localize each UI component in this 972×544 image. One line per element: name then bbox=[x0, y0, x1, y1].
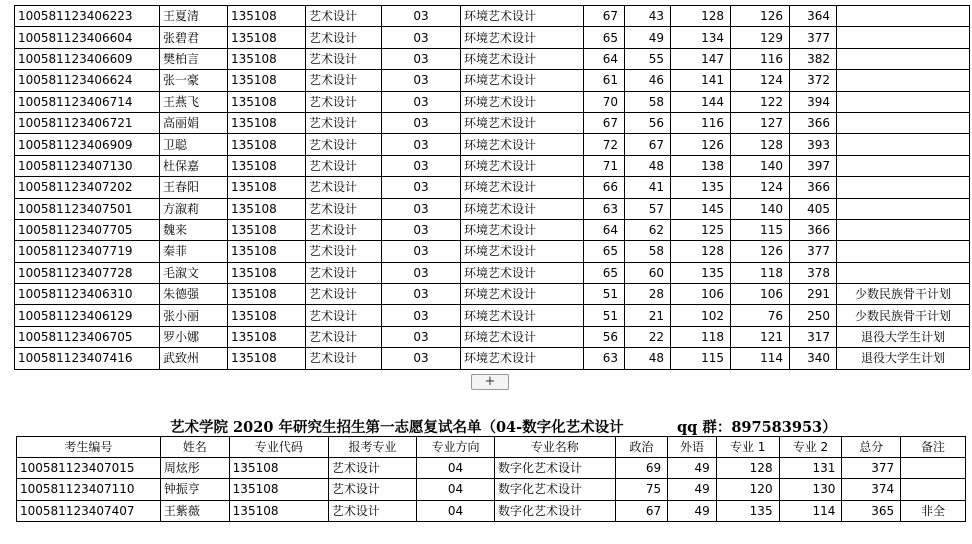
cell-major-name: 环境艺术设计 bbox=[461, 48, 584, 69]
cell-major1: 135 bbox=[671, 262, 731, 283]
cell-language: 41 bbox=[625, 177, 671, 198]
cell-politics: 64 bbox=[584, 219, 625, 240]
cell-major2: 124 bbox=[731, 70, 790, 91]
cell-note bbox=[837, 177, 970, 198]
cell-id: 100581123406721 bbox=[15, 112, 160, 133]
cell-major: 艺术设计 bbox=[306, 262, 382, 283]
cell-total: 394 bbox=[790, 91, 837, 112]
cell-note bbox=[837, 241, 970, 262]
cell-id: 100581123407719 bbox=[15, 241, 160, 262]
cell-major: 艺术设计 bbox=[328, 479, 416, 500]
cell-note: 少数民族骨干计划 bbox=[837, 305, 970, 326]
table-row bbox=[15, 134, 970, 155]
cell-name: 魏来 bbox=[160, 219, 228, 240]
cell-major-name: 环境艺术设计 bbox=[461, 70, 584, 91]
cell-major: 艺术设计 bbox=[306, 326, 382, 347]
table-row bbox=[15, 155, 970, 176]
cell-direction: 03 bbox=[382, 262, 461, 283]
cell-language: 57 bbox=[625, 198, 671, 219]
cell-total: 364 bbox=[790, 6, 837, 27]
cell-major: 艺术设计 bbox=[306, 48, 382, 69]
cell-major2: 115 bbox=[731, 219, 790, 240]
cell-note bbox=[837, 198, 970, 219]
cell-total: 366 bbox=[790, 112, 837, 133]
cell-major2: 126 bbox=[731, 6, 790, 27]
cell-politics: 75 bbox=[615, 479, 668, 500]
cell-politics: 67 bbox=[584, 112, 625, 133]
table-row bbox=[15, 326, 970, 347]
cell-language: 46 bbox=[625, 70, 671, 91]
cell-politics: 51 bbox=[584, 305, 625, 326]
cell-politics: 63 bbox=[584, 198, 625, 219]
cell-note bbox=[837, 48, 970, 69]
cell-direction: 03 bbox=[382, 284, 461, 305]
cell-name: 毛溆文 bbox=[160, 262, 228, 283]
cell-major1: 128 bbox=[671, 6, 731, 27]
cell-politics: 64 bbox=[584, 48, 625, 69]
cell-major2: 116 bbox=[731, 48, 790, 69]
cell-language: 67 bbox=[625, 134, 671, 155]
cell-name: 罗小娜 bbox=[160, 326, 228, 347]
cell-language: 60 bbox=[625, 262, 671, 283]
cell-major: 艺术设计 bbox=[328, 500, 416, 521]
cell-major: 艺术设计 bbox=[306, 305, 382, 326]
cell-major1: 115 bbox=[671, 348, 731, 369]
cell-major: 艺术设计 bbox=[306, 112, 382, 133]
header-politics: 政治 bbox=[615, 437, 668, 458]
cell-name: 王夏清 bbox=[160, 6, 228, 27]
cell-major1: 120 bbox=[716, 479, 779, 500]
table-row bbox=[15, 70, 970, 91]
table-row bbox=[15, 219, 970, 240]
cell-major-name: 环境艺术设计 bbox=[461, 241, 584, 262]
cell-id: 100581123406310 bbox=[15, 284, 160, 305]
cell-name: 朱德强 bbox=[160, 284, 228, 305]
cell-direction: 03 bbox=[382, 6, 461, 27]
cell-major2: 122 bbox=[731, 91, 790, 112]
cell-total: 405 bbox=[790, 198, 837, 219]
cell-major-code: 135108 bbox=[229, 479, 328, 500]
cell-major-name: 环境艺术设计 bbox=[461, 219, 584, 240]
cell-politics: 65 bbox=[584, 27, 625, 48]
cell-total: 377 bbox=[790, 241, 837, 262]
table-header-row bbox=[17, 437, 966, 458]
header-language: 外语 bbox=[668, 437, 717, 458]
cell-id: 100581123407407 bbox=[17, 500, 161, 521]
table-row bbox=[15, 6, 970, 27]
cell-id: 100581123407705 bbox=[15, 219, 160, 240]
cell-politics: 69 bbox=[615, 458, 668, 479]
cell-major1: 141 bbox=[671, 70, 731, 91]
cell-total: 397 bbox=[790, 155, 837, 176]
cell-direction: 03 bbox=[382, 155, 461, 176]
cell-major1: 135 bbox=[671, 177, 731, 198]
cell-major: 艺术设计 bbox=[306, 219, 382, 240]
cell-major1: 145 bbox=[671, 198, 731, 219]
cell-major-code: 135108 bbox=[228, 70, 306, 91]
table-row bbox=[15, 112, 970, 133]
cell-major: 艺术设计 bbox=[306, 177, 382, 198]
cell-id: 100581123406705 bbox=[15, 326, 160, 347]
cell-major-name: 环境艺术设计 bbox=[461, 27, 584, 48]
cell-major-code: 135108 bbox=[228, 198, 306, 219]
cell-total: 393 bbox=[790, 134, 837, 155]
cell-politics: 70 bbox=[584, 91, 625, 112]
header-major-code: 专业代码 bbox=[229, 437, 328, 458]
cell-total: 291 bbox=[790, 284, 837, 305]
cell-id: 100581123406223 bbox=[15, 6, 160, 27]
cell-politics: 51 bbox=[584, 284, 625, 305]
cell-language: 28 bbox=[625, 284, 671, 305]
cell-direction: 03 bbox=[382, 112, 461, 133]
cell-note bbox=[837, 155, 970, 176]
cell-total: 377 bbox=[842, 458, 901, 479]
cell-id: 100581123407416 bbox=[15, 348, 160, 369]
cell-name: 张小丽 bbox=[160, 305, 228, 326]
cell-major1: 102 bbox=[671, 305, 731, 326]
cell-major: 艺术设计 bbox=[306, 27, 382, 48]
table-row bbox=[15, 177, 970, 198]
header-major: 报考专业 bbox=[328, 437, 416, 458]
cell-major1: 118 bbox=[671, 326, 731, 347]
cell-major-name: 环境艺术设计 bbox=[461, 284, 584, 305]
cell-major-name: 环境艺术设计 bbox=[461, 348, 584, 369]
cell-id: 100581123406909 bbox=[15, 134, 160, 155]
cell-id: 100581123407015 bbox=[17, 458, 161, 479]
cell-id: 100581123407501 bbox=[15, 198, 160, 219]
cell-politics: 67 bbox=[584, 6, 625, 27]
cell-total: 365 bbox=[842, 500, 901, 521]
cell-major-name: 数字化艺术设计 bbox=[495, 479, 616, 500]
cell-direction: 03 bbox=[382, 348, 461, 369]
cell-id: 100581123406609 bbox=[15, 48, 160, 69]
cell-major: 艺术设计 bbox=[306, 284, 382, 305]
add-row-button[interactable]: + bbox=[471, 374, 509, 390]
cell-major1: 125 bbox=[671, 219, 731, 240]
cell-direction: 04 bbox=[417, 479, 495, 500]
cell-name: 秦菲 bbox=[160, 241, 228, 262]
qq-group-info: qq 群：897583953） bbox=[677, 419, 837, 436]
cell-politics: 65 bbox=[584, 262, 625, 283]
cell-language: 49 bbox=[668, 458, 717, 479]
cell-direction: 03 bbox=[382, 91, 461, 112]
cell-major-name: 数字化艺术设计 bbox=[495, 500, 616, 521]
table-row bbox=[15, 305, 970, 326]
cell-direction: 03 bbox=[382, 177, 461, 198]
cell-major2: 106 bbox=[731, 284, 790, 305]
cell-note bbox=[901, 479, 966, 500]
cell-major: 艺术设计 bbox=[306, 134, 382, 155]
cell-language: 43 bbox=[625, 6, 671, 27]
cell-major-code: 135108 bbox=[228, 48, 306, 69]
cell-major1: 134 bbox=[671, 27, 731, 48]
cell-note bbox=[837, 262, 970, 283]
header-direction: 专业方向 bbox=[417, 437, 495, 458]
cell-major-name: 环境艺术设计 bbox=[461, 305, 584, 326]
cell-major-code: 135108 bbox=[228, 262, 306, 283]
cell-name: 方溆莉 bbox=[160, 198, 228, 219]
cell-total: 317 bbox=[790, 326, 837, 347]
cell-total: 372 bbox=[790, 70, 837, 91]
cell-major-code: 135108 bbox=[228, 155, 306, 176]
cell-name: 王燕飞 bbox=[160, 91, 228, 112]
cell-name: 高丽娟 bbox=[160, 112, 228, 133]
cell-major-code: 135108 bbox=[228, 177, 306, 198]
list-title: 艺术学院 2020 年研究生招生第一志愿复试名单（04-数字化艺术设计 bbox=[170, 419, 624, 436]
cell-major-code: 135108 bbox=[229, 500, 328, 521]
cell-major1: 128 bbox=[716, 458, 779, 479]
cell-total: 340 bbox=[790, 348, 837, 369]
cell-language: 62 bbox=[625, 219, 671, 240]
cell-major2: 114 bbox=[731, 348, 790, 369]
admission-list-table-04 bbox=[16, 436, 966, 522]
cell-direction: 03 bbox=[382, 27, 461, 48]
cell-note bbox=[837, 6, 970, 27]
header-name: 姓名 bbox=[160, 437, 229, 458]
header-major2: 专业 2 bbox=[779, 437, 842, 458]
cell-major-name: 环境艺术设计 bbox=[461, 112, 584, 133]
cell-name: 张一豪 bbox=[160, 70, 228, 91]
cell-major: 艺术设计 bbox=[306, 241, 382, 262]
cell-language: 21 bbox=[625, 305, 671, 326]
cell-total: 378 bbox=[790, 262, 837, 283]
admission-list-table-03 bbox=[14, 5, 970, 370]
cell-id: 100581123406624 bbox=[15, 70, 160, 91]
cell-total: 366 bbox=[790, 219, 837, 240]
table-row bbox=[15, 348, 970, 369]
cell-name: 卫聪 bbox=[160, 134, 228, 155]
cell-major-code: 135108 bbox=[228, 6, 306, 27]
cell-id: 100581123406604 bbox=[15, 27, 160, 48]
cell-name: 周炫彤 bbox=[160, 458, 229, 479]
cell-name: 钟振亨 bbox=[160, 479, 229, 500]
cell-language: 22 bbox=[625, 326, 671, 347]
cell-politics: 56 bbox=[584, 326, 625, 347]
cell-major-name: 环境艺术设计 bbox=[461, 198, 584, 219]
cell-major-code: 135108 bbox=[229, 458, 328, 479]
cell-major2: 114 bbox=[779, 500, 842, 521]
table-row bbox=[15, 198, 970, 219]
cell-major-code: 135108 bbox=[228, 348, 306, 369]
cell-language: 58 bbox=[625, 241, 671, 262]
cell-name: 武致州 bbox=[160, 348, 228, 369]
cell-total: 374 bbox=[842, 479, 901, 500]
cell-major-name: 环境艺术设计 bbox=[461, 91, 584, 112]
cell-politics: 67 bbox=[615, 500, 668, 521]
cell-language: 49 bbox=[625, 27, 671, 48]
cell-major-name: 环境艺术设计 bbox=[461, 134, 584, 155]
cell-major2: 76 bbox=[731, 305, 790, 326]
cell-politics: 71 bbox=[584, 155, 625, 176]
cell-name: 樊柏言 bbox=[160, 48, 228, 69]
cell-note bbox=[837, 219, 970, 240]
cell-major: 艺术设计 bbox=[306, 348, 382, 369]
cell-major2: 130 bbox=[779, 479, 842, 500]
cell-major1: 135 bbox=[716, 500, 779, 521]
cell-major1: 126 bbox=[671, 134, 731, 155]
cell-name: 王紫薇 bbox=[160, 500, 229, 521]
cell-politics: 61 bbox=[584, 70, 625, 91]
cell-language: 49 bbox=[668, 500, 717, 521]
cell-note bbox=[901, 458, 966, 479]
cell-major: 艺术设计 bbox=[306, 155, 382, 176]
cell-major: 艺术设计 bbox=[328, 458, 416, 479]
cell-major-code: 135108 bbox=[228, 91, 306, 112]
cell-total: 382 bbox=[790, 48, 837, 69]
table-row bbox=[15, 262, 970, 283]
cell-major-name: 环境艺术设计 bbox=[461, 262, 584, 283]
cell-id: 100581123407728 bbox=[15, 262, 160, 283]
cell-major2: 129 bbox=[731, 27, 790, 48]
cell-major-code: 135108 bbox=[228, 305, 306, 326]
table-row bbox=[15, 48, 970, 69]
table-row bbox=[15, 91, 970, 112]
cell-major-code: 135108 bbox=[228, 326, 306, 347]
cell-major2: 128 bbox=[731, 134, 790, 155]
cell-direction: 03 bbox=[382, 241, 461, 262]
cell-name: 杜保嘉 bbox=[160, 155, 228, 176]
cell-name: 王春阳 bbox=[160, 177, 228, 198]
cell-major1: 116 bbox=[671, 112, 731, 133]
cell-major-name: 环境艺术设计 bbox=[461, 6, 584, 27]
cell-major1: 144 bbox=[671, 91, 731, 112]
cell-major2: 127 bbox=[731, 112, 790, 133]
cell-note: 非全 bbox=[901, 500, 966, 521]
cell-major: 艺术设计 bbox=[306, 70, 382, 91]
cell-major: 艺术设计 bbox=[306, 198, 382, 219]
cell-id: 100581123407202 bbox=[15, 177, 160, 198]
table-row bbox=[15, 284, 970, 305]
cell-major-code: 135108 bbox=[228, 112, 306, 133]
header-id: 考生编号 bbox=[17, 437, 161, 458]
cell-id: 100581123406129 bbox=[15, 305, 160, 326]
header-major1: 专业 1 bbox=[716, 437, 779, 458]
cell-major2: 121 bbox=[731, 326, 790, 347]
cell-major-code: 135108 bbox=[228, 241, 306, 262]
table-row bbox=[17, 500, 966, 521]
cell-note bbox=[837, 134, 970, 155]
cell-major-code: 135108 bbox=[228, 134, 306, 155]
header-total: 总分 bbox=[842, 437, 901, 458]
table-row bbox=[15, 27, 970, 48]
cell-politics: 63 bbox=[584, 348, 625, 369]
cell-id: 100581123407110 bbox=[17, 479, 161, 500]
cell-id: 100581123407130 bbox=[15, 155, 160, 176]
cell-language: 48 bbox=[625, 348, 671, 369]
cell-direction: 04 bbox=[417, 458, 495, 479]
cell-major2: 140 bbox=[731, 198, 790, 219]
cell-language: 48 bbox=[625, 155, 671, 176]
cell-major-code: 135108 bbox=[228, 219, 306, 240]
cell-direction: 03 bbox=[382, 134, 461, 155]
cell-direction: 03 bbox=[382, 305, 461, 326]
header-major-name: 专业名称 bbox=[495, 437, 616, 458]
cell-direction: 03 bbox=[382, 219, 461, 240]
cell-note: 退役大学生计划 bbox=[837, 348, 970, 369]
cell-major2: 126 bbox=[731, 241, 790, 262]
cell-note: 退役大学生计划 bbox=[837, 326, 970, 347]
cell-language: 56 bbox=[625, 112, 671, 133]
cell-total: 377 bbox=[790, 27, 837, 48]
cell-major2: 118 bbox=[731, 262, 790, 283]
cell-major1: 138 bbox=[671, 155, 731, 176]
cell-politics: 66 bbox=[584, 177, 625, 198]
cell-politics: 72 bbox=[584, 134, 625, 155]
cell-language: 55 bbox=[625, 48, 671, 69]
cell-direction: 04 bbox=[417, 500, 495, 521]
cell-major2: 131 bbox=[779, 458, 842, 479]
cell-language: 49 bbox=[668, 479, 717, 500]
table-row bbox=[17, 479, 966, 500]
cell-major2: 124 bbox=[731, 177, 790, 198]
cell-id: 100581123406714 bbox=[15, 91, 160, 112]
cell-total: 250 bbox=[790, 305, 837, 326]
cell-major-name: 环境艺术设计 bbox=[461, 177, 584, 198]
cell-direction: 03 bbox=[382, 198, 461, 219]
cell-total: 366 bbox=[790, 177, 837, 198]
cell-note bbox=[837, 27, 970, 48]
cell-major-code: 135108 bbox=[228, 27, 306, 48]
cell-name: 张碧君 bbox=[160, 27, 228, 48]
header-note: 备注 bbox=[901, 437, 966, 458]
cell-language: 58 bbox=[625, 91, 671, 112]
cell-major-name: 数字化艺术设计 bbox=[495, 458, 616, 479]
cell-major1: 106 bbox=[671, 284, 731, 305]
cell-major-code: 135108 bbox=[228, 284, 306, 305]
cell-note bbox=[837, 91, 970, 112]
cell-major2: 140 bbox=[731, 155, 790, 176]
cell-politics: 65 bbox=[584, 241, 625, 262]
cell-direction: 03 bbox=[382, 326, 461, 347]
cell-major1: 128 bbox=[671, 241, 731, 262]
cell-major-name: 环境艺术设计 bbox=[461, 155, 584, 176]
cell-note bbox=[837, 112, 970, 133]
cell-note: 少数民族骨干计划 bbox=[837, 284, 970, 305]
cell-major1: 147 bbox=[671, 48, 731, 69]
cell-major: 艺术设计 bbox=[306, 91, 382, 112]
cell-major-name: 环境艺术设计 bbox=[461, 326, 584, 347]
table-row bbox=[15, 241, 970, 262]
cell-direction: 03 bbox=[382, 70, 461, 91]
cell-note bbox=[837, 70, 970, 91]
table-row bbox=[17, 458, 966, 479]
cell-major: 艺术设计 bbox=[306, 6, 382, 27]
cell-direction: 03 bbox=[382, 48, 461, 69]
